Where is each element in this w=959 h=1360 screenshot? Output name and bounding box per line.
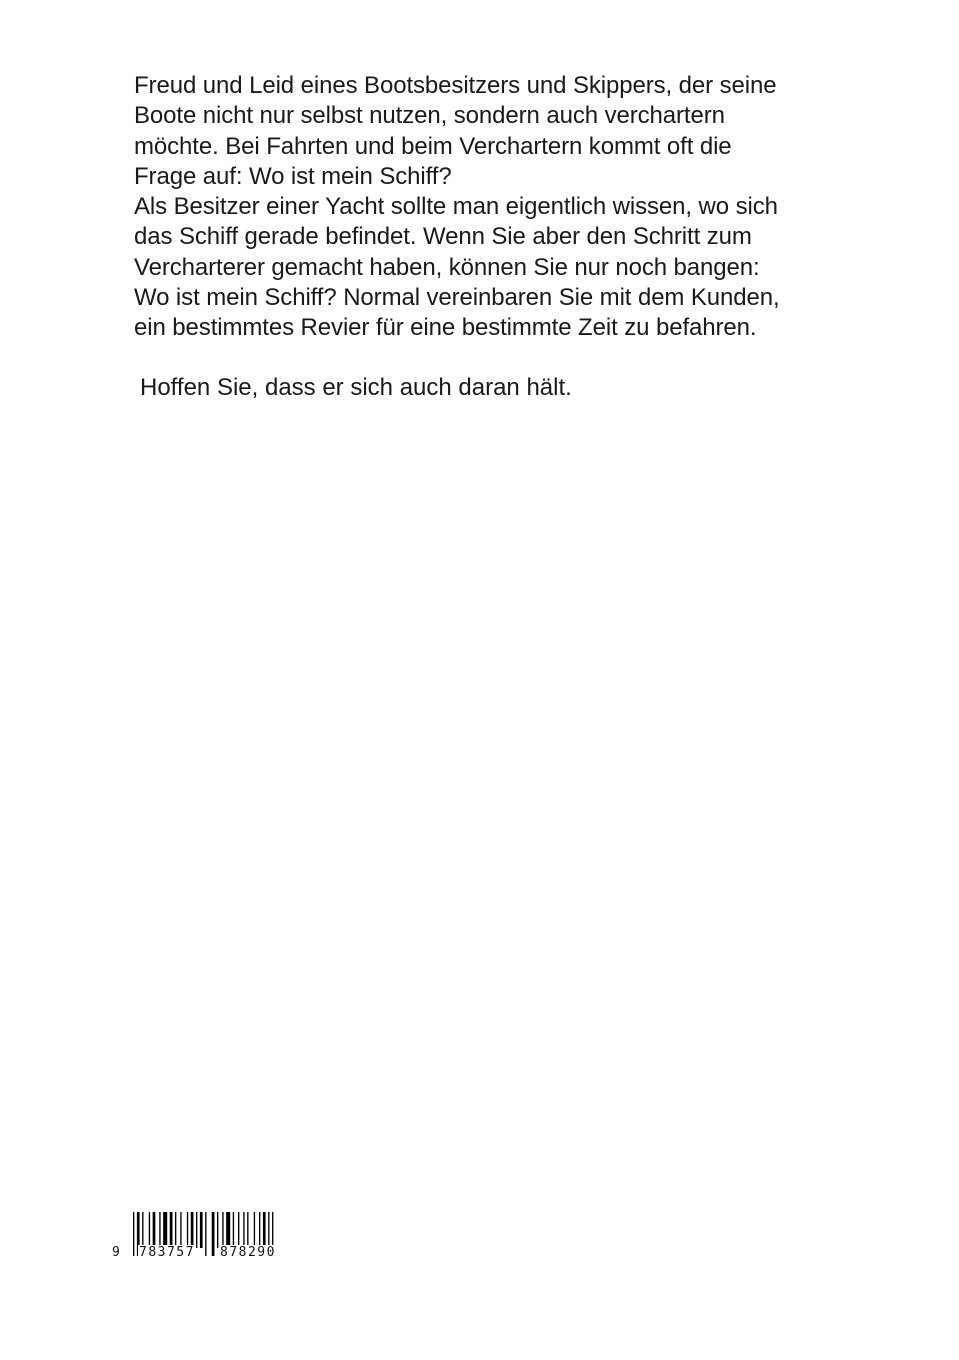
blurb-paragraph xyxy=(134,71,834,344)
barcode-bar xyxy=(243,1212,244,1248)
barcode-bar xyxy=(142,1212,143,1248)
barcode-bar xyxy=(238,1212,239,1248)
barcode-digits xyxy=(112,1245,302,1261)
blurb-line: Boote nicht nur selbst nutzen, sondern auch verchartern xyxy=(134,102,725,130)
blurb-line: Frage auf: Wo ist mein Schiff? xyxy=(134,162,452,190)
barcode-bar xyxy=(196,1212,197,1248)
barcode-lead-digit: 9 xyxy=(112,1245,120,1260)
barcode-bar xyxy=(233,1212,234,1248)
barcode-right-digits: 878290 xyxy=(220,1245,276,1260)
blurb-line: Als Besitzer einer Yacht sollte man eigentlich wissen, wo sich xyxy=(134,193,778,221)
barcode-bar xyxy=(247,1212,248,1248)
blurb-line: das Schiff gerade befindet. Wenn Sie aber den Schritt zum xyxy=(134,223,752,251)
blurb-line: Freud und Leid eines Bootsbesitzers und Skippers, der seine xyxy=(134,72,777,99)
barcode-bar xyxy=(217,1212,218,1248)
barcode-bar xyxy=(222,1212,223,1248)
barcode-bar xyxy=(180,1212,181,1248)
barcode-bar xyxy=(200,1212,203,1248)
barcode-bar xyxy=(163,1212,167,1248)
barcode-bar xyxy=(159,1212,160,1248)
barcode-bar xyxy=(254,1212,255,1248)
blurb-line: Wo ist mein Schiff? Normal vereinbaren Sie mit dem Kunden, xyxy=(134,284,780,312)
barcode-bar xyxy=(259,1212,260,1248)
barcode-bar xyxy=(153,1212,156,1248)
barcode-bar xyxy=(175,1212,176,1248)
barcode-bar xyxy=(263,1212,266,1248)
isbn-barcode xyxy=(112,1212,302,1262)
barcode-bar xyxy=(187,1212,188,1248)
barcode-left-digits: 783757 xyxy=(139,1245,195,1260)
barcode-bar xyxy=(191,1212,194,1248)
barcode-bar xyxy=(149,1212,150,1248)
barcode-bar xyxy=(226,1212,230,1248)
blurb-line: möchte. Bei Fahrten und beim Verchartern kommt oft die xyxy=(134,132,732,160)
blurb-line: Vercharterer gemacht haben, können Sie nur noch bangen: xyxy=(134,253,760,281)
blurb-line: ein bestimmtes Revier für eine bestimmte Zeit zu befahren. xyxy=(134,314,757,342)
barcode-bar xyxy=(170,1212,173,1248)
closing-sentence: Hoffen Sie, dass er sich auch daran hält. xyxy=(140,374,572,401)
